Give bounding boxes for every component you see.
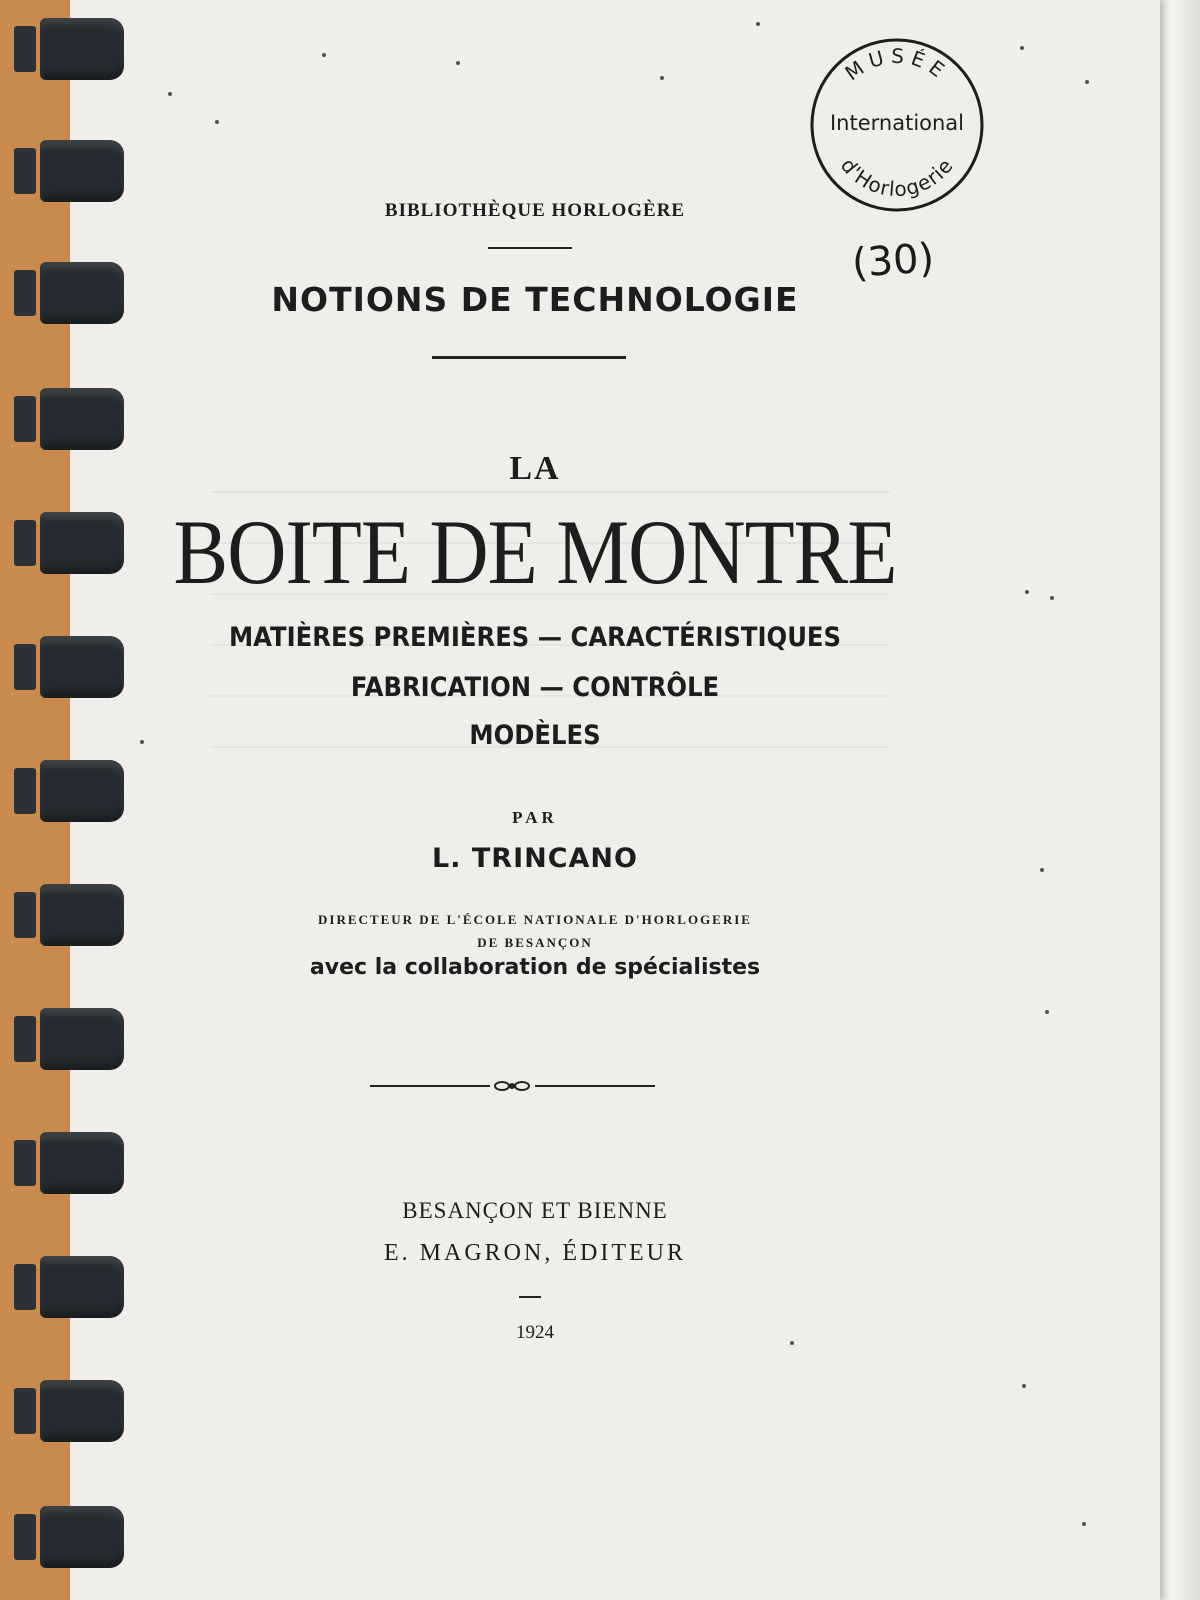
binding-ring xyxy=(14,140,124,202)
collaboration-note: avec la collaboration de spécialistes xyxy=(309,955,761,980)
binding-ring xyxy=(14,1256,124,1318)
title-article: LA xyxy=(509,450,561,487)
binding-ring xyxy=(14,262,124,324)
binding-ring xyxy=(14,1132,124,1194)
binding-ring xyxy=(14,884,124,946)
binding-ring xyxy=(14,760,124,822)
publication-place: BESANÇON ET BIENNE xyxy=(402,1198,668,1223)
heading-underline xyxy=(432,356,626,359)
subtitle-line: MATIÈRES PREMIÈRES — CARACTÉRISTIQUES xyxy=(228,622,842,653)
ornamental-divider xyxy=(370,1078,655,1094)
title-page xyxy=(70,0,1160,1600)
binding-ring xyxy=(14,388,124,450)
stamp-middle-text: International xyxy=(829,111,965,135)
binding-ring xyxy=(14,18,124,80)
publisher: E. MAGRON, ÉDITEUR xyxy=(384,1240,686,1266)
stamp-top-text: MUSÉE xyxy=(840,43,954,86)
short-rule xyxy=(488,247,572,249)
page-stack-edge xyxy=(1160,0,1200,1600)
svg-text:d'Horlogerie xyxy=(836,153,958,201)
subtitle-line: MODÈLES xyxy=(469,720,601,751)
short-dash xyxy=(519,1296,541,1298)
binding-ring xyxy=(14,1506,124,1568)
binding-ring xyxy=(14,1380,124,1442)
binding-ring xyxy=(14,512,124,574)
binding-ring xyxy=(14,636,124,698)
collection-heading: NOTIONS DE TECHNOLOGIE xyxy=(271,280,799,319)
call-number: (30) xyxy=(850,235,936,287)
series-heading: BIBLIOTHÈQUE HORLOGÈRE xyxy=(384,200,686,221)
subtitle-line: FABRICATION — CONTRÔLE xyxy=(350,672,720,703)
book-title: BOITE DE MONTRE xyxy=(173,501,897,604)
museum-stamp xyxy=(808,36,986,214)
author-position: DIRECTEUR DE L'ÉCOLE NATIONALE D'HORLOGERIE xyxy=(318,912,752,927)
by-label: PAR xyxy=(512,808,558,827)
publication-year: 1924 xyxy=(516,1322,554,1343)
author-name: L. TRINCANO xyxy=(432,843,638,874)
stamp-bottom-text: d'Horlogerie xyxy=(835,153,959,202)
binding-ring xyxy=(14,1008,124,1070)
author-position-city: DE BESANÇON xyxy=(477,935,593,950)
